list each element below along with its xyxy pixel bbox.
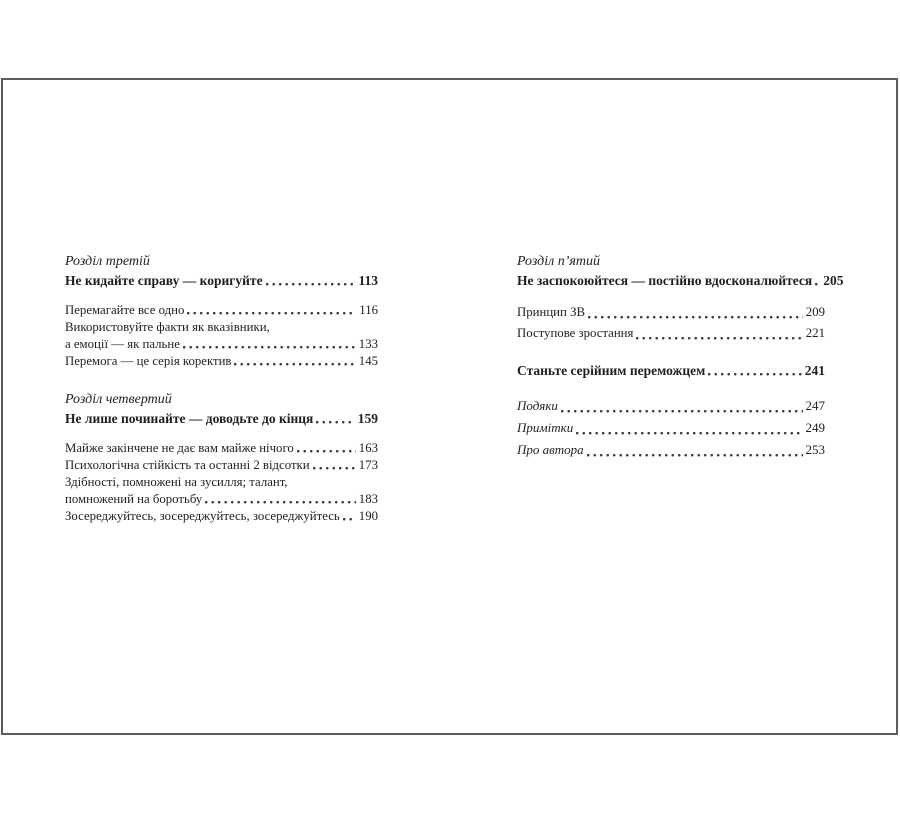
toc-column-right: [517, 252, 844, 461]
dot-leader: [297, 440, 356, 457]
page-number: 249: [805, 420, 825, 435]
toc-entry-row: [65, 440, 378, 457]
page-number: 190: [358, 509, 378, 523]
entry-title: Подяки: [517, 398, 558, 413]
entry-title: Використовуйте факти як вказівники,: [65, 320, 270, 334]
toc-entry-row: [517, 302, 825, 323]
back-matter-row: [517, 439, 825, 461]
dot-leader: [561, 395, 803, 417]
dot-leader: [313, 457, 356, 474]
toc-section-chapter-5: [517, 252, 844, 344]
dot-leader: [234, 353, 355, 370]
entry-title: Принцип ЗВ: [517, 305, 586, 319]
page-number: 247: [805, 398, 825, 413]
entry-continuation: помножений на боротьбу: [65, 492, 203, 506]
toc-entry-row: [65, 353, 378, 370]
toc-closing-title-row: [517, 361, 825, 380]
entry-title: Майже закінчене не дає вам майже нічого: [65, 441, 294, 455]
dot-leader: [183, 336, 356, 353]
toc-column-left: [65, 252, 378, 525]
dot-leader: [266, 271, 356, 290]
chapter-entries: [517, 302, 825, 344]
toc-entry-row: [65, 336, 378, 353]
entry-title: Психологічна стійкість та останні 2 відсотки: [65, 458, 310, 472]
dot-leader: [316, 409, 354, 428]
chapter-title: Не лише починайте — доводьте до кінця: [65, 411, 314, 426]
entry-title: Зосереджуйтесь, зосереджуйтесь, зосереджуйтесь: [65, 509, 340, 523]
chapter-label: Розділ четвертий: [65, 392, 172, 407]
page-number: 163: [358, 441, 378, 455]
page-number: 173: [358, 458, 378, 472]
chapter-title: Не заспокоюйтеся — постійно вдосконалюйтеся: [517, 273, 813, 288]
entry-title: Примітки: [517, 420, 574, 435]
page-number: 116: [359, 303, 378, 317]
page-number: 113: [358, 273, 378, 288]
dot-leader: [187, 302, 356, 319]
chapter-entries: [65, 302, 378, 370]
toc-entry-row: [65, 457, 378, 474]
entry-title: Про автора: [517, 442, 584, 457]
page-number: 145: [358, 354, 378, 368]
page-number: 221: [805, 326, 825, 340]
entry-title: Перемога — це серія коректив: [65, 354, 232, 368]
dot-leader: [588, 302, 803, 323]
toc-section-chapter-4: [65, 390, 378, 525]
dot-leader: [343, 508, 356, 525]
toc-entry-row: [65, 302, 378, 319]
dot-leader: [205, 491, 356, 508]
toc-section-chapter-3: [65, 252, 378, 370]
page-number: 159: [357, 411, 378, 426]
toc-entry-row: [65, 508, 378, 525]
page-number: 253: [805, 442, 825, 457]
dot-leader: [815, 271, 820, 290]
back-matter-row: [517, 417, 825, 439]
chapter-label: Розділ п’ятий: [517, 254, 600, 269]
page-number: 205: [823, 273, 844, 288]
page-number: 241: [804, 363, 825, 378]
closing-title: Станьте серійним переможцем: [517, 363, 706, 378]
toc-entry-row: [65, 491, 378, 508]
chapter-entries: [65, 440, 378, 525]
entry-title: Здібності, помножені на зусилля; талант,: [65, 475, 288, 489]
page-number: 183: [358, 492, 378, 506]
dot-leader: [587, 439, 803, 461]
dot-leader: [576, 417, 802, 439]
entry-title: Поступове зростання: [517, 326, 634, 340]
chapter-title-row: [517, 271, 844, 290]
chapter-label: Розділ третій: [65, 254, 150, 269]
entry-continuation: а емоції — як пальне: [65, 337, 180, 351]
chapter-title-row: [65, 409, 378, 428]
page-number: 209: [805, 305, 825, 319]
entry-title: Перемагайте все одно: [65, 303, 185, 317]
dot-leader: [708, 361, 801, 380]
page-number: 133: [358, 337, 378, 351]
back-matter-list: [517, 395, 825, 461]
chapter-title-row: [65, 271, 378, 290]
back-matter-row: [517, 395, 825, 417]
toc-entry-row: [517, 323, 825, 344]
chapter-title: Не кидайте справу — коригуйте: [65, 273, 263, 288]
dot-leader: [636, 323, 802, 344]
